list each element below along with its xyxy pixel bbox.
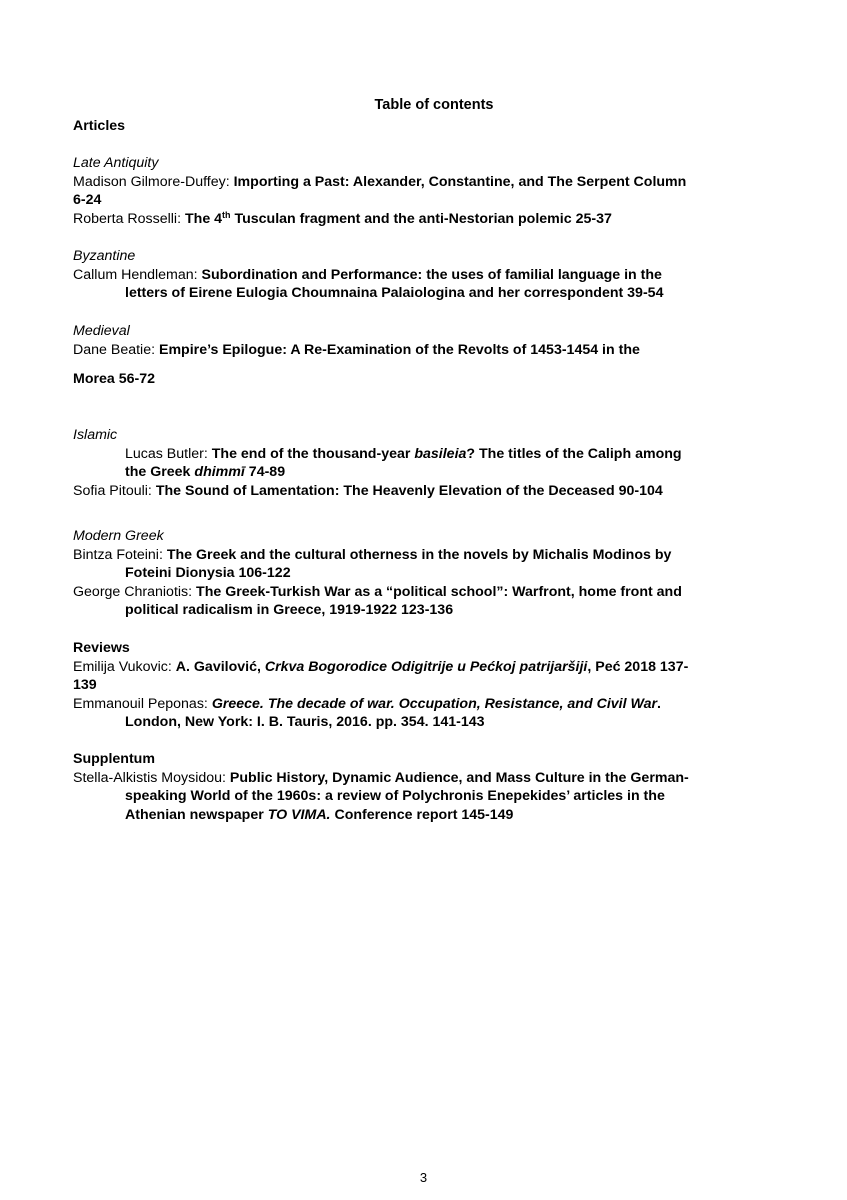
section-medieval: Medieval (73, 323, 130, 339)
entry-title: Importing a Past: Alexander, Constantine, and The Serpent Column (233, 174, 687, 190)
entry-author: George Chraniotis: (73, 584, 197, 600)
toc-entry-continuation (73, 370, 793, 389)
toc-entry (73, 583, 793, 602)
toc-entry-continuation (125, 713, 845, 732)
entry-author: Emmanouil Peponas: (73, 696, 212, 712)
toc-entry (73, 266, 793, 285)
entry-pages: 6-24 (73, 192, 102, 208)
toc-entry-pages (73, 191, 793, 210)
toc-entry-continuation (73, 676, 793, 695)
entry-author: Dane Beatie: (73, 342, 159, 358)
entry-title: The Greek-Turkish War as a “political school”: Warfront, home front and (196, 584, 682, 600)
toc-entry (73, 341, 793, 360)
entry-title: The 4th Tusculan fragment and the anti-Nestorian polemic 25-37 (184, 210, 612, 227)
toc-entry (73, 769, 793, 788)
entry-title: political radicalism in Greece, 1919-1922 123-136 (125, 602, 454, 618)
entry-author: Emilija Vukovic: (73, 659, 176, 675)
toc-entry-continuation (125, 463, 845, 482)
entry-title: Foteini Dionysia 106-122 (125, 565, 291, 581)
entry-title: The Greek and the cultural otherness in the novels by Michalis Modinos by (166, 547, 672, 563)
entry-title: A. Gavilović, Crkva Bogorodice Odigitrije u Pećkoj patrijaršiji, Peć 2018 137- (175, 659, 689, 675)
entry-pages: 139 (73, 677, 97, 693)
toc-entry (73, 546, 793, 565)
entry-author: Bintza Foteini: (73, 547, 167, 563)
entry-title: Public History, Dynamic Audience, and Mass Culture in the German- (229, 770, 689, 786)
entry-title: letters of Eirene Eulogia Choumnaina Palaiologina and her correspondent 39-54 (125, 285, 664, 301)
entry-title: speaking World of the 1960s: a review of Polychronis Enepekides’ articles in the (125, 788, 665, 804)
entry-author: Madison Gilmore-Duffey: (73, 174, 234, 190)
entry-title: Empire’s Epilogue: A Re-Examination of the Revolts of 1453-1454 in the (158, 342, 640, 358)
toc-entry-continuation (125, 806, 845, 825)
toc-entry (73, 173, 793, 192)
toc-entry-continuation (125, 601, 845, 620)
reviews-heading: Reviews (73, 640, 130, 656)
section-byzantine: Byzantine (73, 248, 136, 264)
entry-title: the Greek dhimmī 74-89 (125, 464, 286, 480)
entry-author: Lucas Butler: (125, 446, 212, 462)
entry-author: Stella-Alkistis Moysidou: (73, 770, 230, 786)
page-title: Table of contents (374, 97, 494, 113)
section-late-antiquity: Late Antiquity (73, 155, 159, 171)
entry-author: Callum Hendleman: (73, 267, 202, 283)
entry-title: The Sound of Lamentation: The Heavenly Elevation of the Deceased 90-104 (155, 483, 663, 499)
articles-heading: Articles (73, 118, 126, 134)
toc-entry (73, 482, 793, 501)
toc-entry (73, 210, 793, 229)
toc-entry (73, 695, 793, 714)
entry-title: Athenian newspaper TO VIMA. Conference report 145-149 (125, 807, 514, 823)
entry-title: Morea 56-72 (73, 371, 156, 387)
entry-title: The end of the thousand-year basileia? The titles of the Caliph among (211, 446, 682, 462)
page-number: 3 (419, 1170, 428, 1185)
entry-title: Greece. The decade of war. Occupation, Resistance, and Civil War. (211, 696, 661, 712)
section-islamic: Islamic (73, 427, 118, 443)
toc-entry-continuation (125, 564, 845, 583)
supplentum-heading: Supplentum (73, 751, 155, 767)
toc-entry (125, 445, 845, 464)
toc-entry (73, 658, 793, 677)
section-modern-greek: Modern Greek (73, 528, 164, 544)
entry-author: Sofia Pitouli: (73, 483, 156, 499)
toc-entry-continuation (125, 284, 845, 303)
entry-title: London, New York: I. B. Tauris, 2016. pp. 354. 141-143 (125, 714, 485, 730)
entry-author: Roberta Rosselli: (73, 211, 185, 227)
toc-entry-continuation (125, 787, 845, 806)
entry-title: Subordination and Performance: the uses of familial language in the (201, 267, 662, 283)
